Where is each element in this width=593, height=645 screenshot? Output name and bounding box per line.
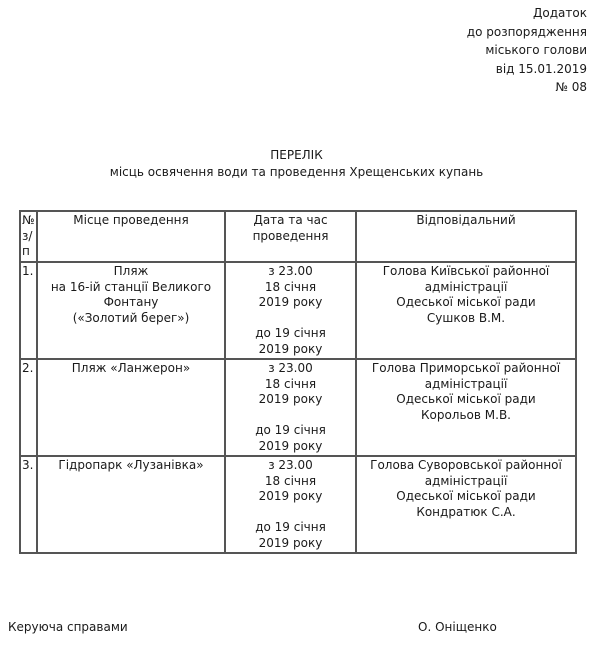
header-place-label: Місце проведення	[73, 213, 189, 227]
title-subtitle: місць освячення води та проведення Хрещенських купань	[109, 165, 484, 179]
header-responsible	[356, 211, 576, 262]
place-line: Пляж «Ланжерон»	[71, 361, 191, 375]
header-num-line: з/	[22, 228, 33, 243]
place-cell	[37, 359, 225, 456]
datetime-line: з 23.00	[268, 458, 313, 472]
row-number: 1.	[22, 264, 34, 278]
responsible-line: адміністрації	[424, 473, 508, 488]
datetime-line: з 23.00	[268, 264, 313, 278]
responsible-line: Кондратюк С.А.	[416, 504, 516, 519]
header-num	[20, 211, 37, 262]
datetime-line: 18 січня	[264, 473, 317, 488]
datetime-line: з 23.00	[268, 361, 313, 375]
place-line: («Золотий берег»)	[72, 310, 190, 325]
table-header-row	[20, 211, 576, 262]
responsible-line: Голова Приморської районної	[371, 361, 561, 375]
place-cell	[37, 456, 225, 553]
header-num-line: п	[22, 244, 30, 258]
header-datetime	[225, 211, 356, 262]
header-place	[37, 211, 225, 262]
signatory-position: Керуюча справами	[8, 620, 128, 634]
table-row	[20, 359, 576, 456]
row-number: 3.	[22, 458, 34, 472]
datetime-line: до 19 січня	[255, 326, 326, 340]
datetime-line: 2019 року	[258, 535, 323, 550]
header-datetime-line: Дата та час	[253, 213, 328, 227]
appendix-line: № 08	[555, 80, 587, 94]
appendix-line: міського голови	[485, 43, 587, 57]
datetime-line: 2019 року	[258, 438, 323, 453]
datetime-line: до 19 січня	[255, 520, 326, 534]
table-row	[20, 456, 576, 553]
responsible-line: адміністрації	[424, 279, 508, 294]
datetime-line: 18 січня	[264, 279, 317, 294]
place-cell	[37, 262, 225, 359]
table-row	[20, 262, 576, 359]
responsible-cell	[356, 359, 576, 456]
datetime-line: 2019 року	[258, 295, 323, 309]
place-line: на 16-ій станції Великого	[50, 279, 212, 294]
datetime-gap	[228, 311, 353, 327]
responsible-line: Одеської міської ради	[396, 489, 536, 503]
appendix-block	[467, 4, 587, 97]
responsible-line: Сушков В.М.	[426, 310, 506, 325]
datetime-line: 18 січня	[264, 376, 317, 391]
place-line: Пляж	[113, 264, 149, 278]
datetime-line: до 19 січня	[255, 423, 326, 437]
row-num-cell	[20, 456, 37, 553]
header-datetime-line: проведення	[252, 228, 329, 243]
datetime-cell	[225, 456, 356, 553]
title-main: ПЕРЕЛІК	[270, 148, 323, 162]
locations-table	[19, 210, 577, 554]
place-line: Фонтану	[103, 295, 159, 309]
responsible-line: Одеської міської ради	[396, 392, 536, 406]
responsible-cell	[356, 456, 576, 553]
row-num-cell	[20, 359, 37, 456]
responsible-line: Голова Суворовської районної	[370, 458, 562, 472]
datetime-cell	[225, 359, 356, 456]
datetime-gap	[228, 505, 353, 521]
responsible-line: адміністрації	[424, 376, 508, 391]
datetime-line: 2019 року	[258, 341, 323, 356]
appendix-line: Додаток	[533, 6, 587, 20]
responsible-line: Голова Київської районної	[382, 264, 550, 278]
datetime-line: 2019 року	[258, 392, 323, 406]
datetime-cell	[225, 262, 356, 359]
appendix-line: до розпорядження	[466, 24, 587, 39]
header-num-line: №	[22, 213, 35, 227]
row-number: 2.	[22, 361, 34, 375]
responsible-line: Одеської міської ради	[396, 295, 536, 309]
signatory-name: О. Оніщенко	[418, 620, 497, 634]
place-line: Гідропарк «Лузанівка»	[58, 458, 204, 472]
responsible-cell	[356, 262, 576, 359]
datetime-line: 2019 року	[258, 489, 323, 503]
appendix-line: від 15.01.2019	[495, 61, 587, 76]
responsible-line: Корольов М.В.	[420, 407, 511, 422]
document-title	[0, 147, 593, 181]
row-num-cell	[20, 262, 37, 359]
header-responsible-label: Відповідальний	[416, 213, 516, 227]
datetime-gap	[228, 408, 353, 424]
